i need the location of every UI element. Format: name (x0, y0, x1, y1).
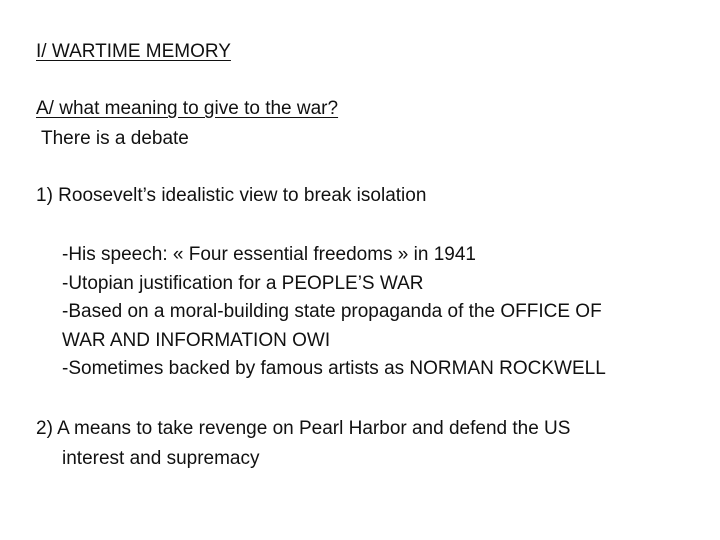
point-1-text: 1) Roosevelt’s idealistic view to break isolation (36, 185, 427, 206)
bullet-propaganda-continued: WAR AND INFORMATION OWI (62, 329, 331, 351)
point-2-line-2: interest and supremacy (62, 448, 260, 469)
bullet-utopian: -Utopian justification for a PEOPLE’S WAR (62, 272, 424, 294)
bullet-speech: -His speech: « Four essential freedoms » in 1941 (62, 244, 476, 265)
slide-title: I/ WARTIME MEMORY (36, 41, 231, 62)
section-a-intro: There is a debate (41, 128, 189, 149)
bullet-artists: -Sometimes backed by famous artists as NORMAN ROCKWELL (62, 358, 606, 379)
point-2-line-1: 2) A means to take revenge on Pearl Harbor and defend the US (36, 418, 571, 439)
section-a-heading: A/ what meaning to give to the war? (36, 98, 339, 119)
bullet-propaganda: -Based on a moral-building state propaganda of the OFFICE OF (62, 301, 602, 322)
point-1-bullet-list (62, 241, 702, 384)
point-2-text (36, 414, 686, 474)
